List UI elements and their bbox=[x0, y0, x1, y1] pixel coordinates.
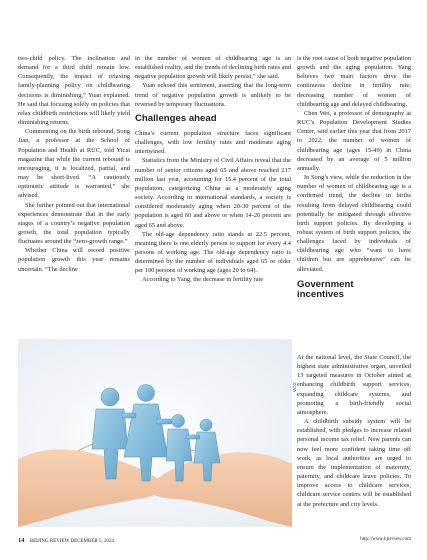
paragraph: in the number of women of childbearing age is an established reality, and the trends of declining birth rates and negative population growth will likely persist,” she said. bbox=[135, 55, 291, 81]
paragraph: Chen Wei, a professor of demography at RUC’s Population Development Studies Center, said earlier this year that from 2017 to 2022, the number of women of childbearing age (ages 15-49) in China decreased by an average of 5 million annually. bbox=[297, 109, 411, 172]
paragraph: China’s current population structure faces significant challenges, with low fertility rates and moderate aging intertwined. bbox=[135, 129, 291, 156]
footer-url: http://www.bjreview.com bbox=[360, 537, 411, 542]
footer-left bbox=[18, 537, 114, 544]
column-1 bbox=[18, 54, 130, 274]
column-2-intro bbox=[135, 54, 291, 109]
paragraph: In Song’s view, while the reduction in the number of women of childbearing age is a confirmed trend, the decline in births resulting from delayed childbearing could potentially be mitigated through effective birth support policies. By developing a robust system of birth support policies, the challenges faced by individuals of childbearing age who “want to have children but are apprehensive” can be alleviated. bbox=[297, 174, 411, 273]
page-footer bbox=[18, 537, 411, 547]
column-2-body bbox=[135, 129, 291, 285]
column-3-intro bbox=[297, 54, 411, 274]
section-heading-challenges: Challenges ahead bbox=[135, 112, 217, 124]
paragraph: According to Yang, the decrease in fertility rate bbox=[142, 276, 264, 284]
page-number: 14 bbox=[18, 537, 25, 544]
column-3 bbox=[297, 54, 411, 303]
right-hand bbox=[149, 452, 292, 527]
paragraph: is the root cause of both negative population growth and the aging population. Yang believes two main factors drive the continuous decline in fertility rate: decreasing number of women of childbearing age and delayed childbearing. bbox=[297, 55, 411, 108]
paragraph: Statistics from the Ministry of Civil Affairs reveal that the number of senior citizens aged 65 and above reached 217 million last year, accounting for 15.4 percent of the total population, categorizing China as a moderately aging society. According to international standards, a society is considered moderately aging when 20-30 percent of the population is aged 60 and above or when 14-20 percent are aged 65 and above. bbox=[135, 157, 291, 229]
paragraph: At the national level, the State Council, the highest state administrative organ, unveiled 13 targeted measures in October aimed at enhancing childbirth support services, expanding childcare systems, and promoting a birth-friendly social atmosphere. bbox=[297, 354, 411, 416]
magazine-issue: BEIJING REVIEW DECEMBER 5, 2024 bbox=[29, 539, 114, 544]
section-heading-government bbox=[297, 280, 411, 300]
column-3-lower bbox=[297, 353, 411, 509]
paragraph: Commenting on the birth rebound, Song Jian, a professor at the School of Population and Health at RUC, told Yicai magazine that while the current rebound is encouraging, it is localized, partial, and may be short-lived. “A cautiously optimistic attitude is warranted,” she advised. bbox=[18, 128, 130, 200]
heading-line-2: incentives bbox=[297, 288, 344, 300]
heading-line-1: Government bbox=[297, 278, 354, 290]
hands-paper-family-photo bbox=[18, 339, 292, 527]
paragraph: Yuan echoed this sentiment, asserting that the long-term trend of negative population growth is unlikely to be reversed by temporary fluctuations. bbox=[135, 82, 291, 108]
paragraph: She further pointed out that international experiences demonstrate that in the early stages of a country’s negative population growth, the total population typically fluctuates around the “zero-growth range.” bbox=[18, 201, 130, 246]
photo-illustration bbox=[18, 339, 292, 527]
paragraph: The old-age dependency ratio stands at 22.5 percent, meaning there is one elderly person to support for every 4.4 persons of working age. The old-age dependency ratio is determined by the number of individuals aged 65 or older per 100 persons of working age (ages 20 to 64). bbox=[135, 230, 291, 275]
paragraph: Whether China will record positive population growth this year remains uncertain. “The decline bbox=[18, 247, 130, 273]
paragraph: two-child policy. The inclination and demand for a third child remain low. Consequently, the impact of relaxing family-planning policy on childbearing decisions is diminishing,” Yuan explained. He said that focusing solely on policies that relax childbirth restrictions will likely yield diminishing returns. bbox=[18, 55, 130, 127]
paragraph: A childbirth subsidy system will be established, with pledges to increase related personal income tax relief. New parents can now feel more confident taking time off work, as local authorities are urged to ensure the implementation of maternity, paternity, and childcare leave policies. To improve access to childcare services, childcare service centers will be established at the prefecture and city levels. bbox=[297, 418, 411, 508]
photo-credit: VCG bbox=[292, 382, 297, 392]
column-2 bbox=[135, 54, 291, 285]
